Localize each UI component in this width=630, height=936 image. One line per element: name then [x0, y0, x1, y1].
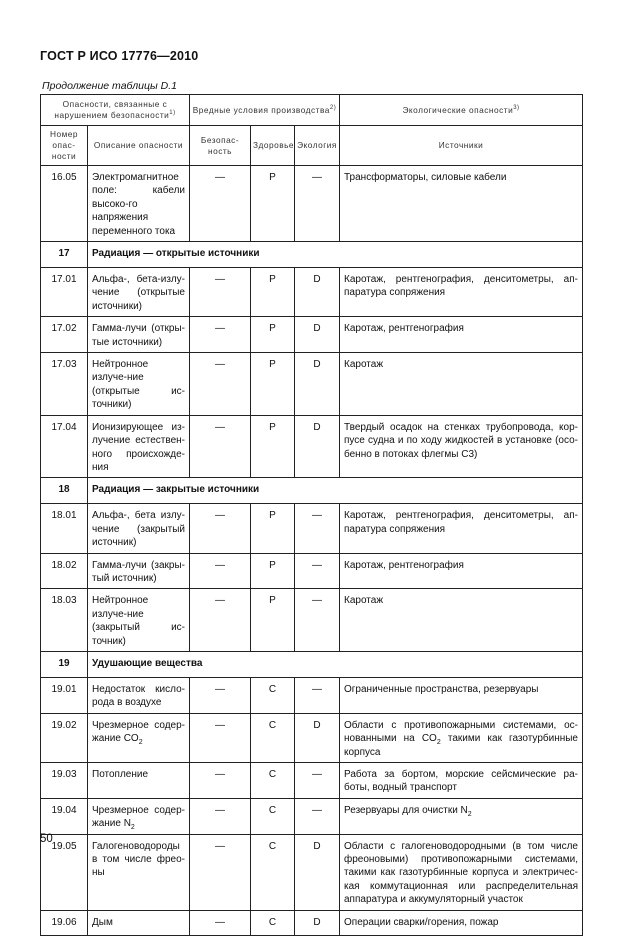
health-value: Р — [251, 353, 295, 416]
table-row — [41, 553, 583, 589]
table-row — [41, 166, 583, 242]
safety-value: — — [190, 166, 251, 242]
hazard-number: 19.02 — [41, 713, 88, 762]
hazard-number: 17.01 — [41, 268, 88, 317]
health-value: Р — [251, 268, 295, 317]
safety-value: — — [190, 553, 251, 589]
safety-value: — — [190, 834, 251, 910]
ecology-value: — — [295, 677, 340, 713]
hazard-description: Ионизирующее из-лучение естествен-ного происхожде-ния — [88, 415, 190, 478]
standard-title: ГОСТ Р ИСО 17776—2010 — [40, 49, 199, 63]
table-row — [41, 910, 583, 935]
table-row — [41, 317, 583, 353]
health-value: Р — [251, 415, 295, 478]
hazard-description: Недостаток кисло-рода в воздухе — [88, 677, 190, 713]
hazard-sources: Каротаж, рентгенография — [340, 317, 583, 353]
health-value: С — [251, 677, 295, 713]
hazard-number: 18.01 — [41, 504, 88, 553]
header-group-safety: Опасности, связанные с нарушением безопасности$^{1)}$ — [41, 95, 190, 126]
ecology-value: D — [295, 268, 340, 317]
safety-value: — — [190, 798, 251, 834]
section-title: Радиация — закрытые источники — [88, 478, 583, 504]
table-row — [41, 589, 583, 652]
hazard-description: Гамма-лучи (закры-тый источник) — [88, 553, 190, 589]
header-group-eco: Экологические опасности$^{3)}$ — [340, 95, 583, 126]
ecology-value: — — [295, 166, 340, 242]
hazard-sources: Каротаж — [340, 353, 583, 416]
ecology-value: — — [295, 763, 340, 799]
section-title: Удушающие вещества — [88, 651, 583, 677]
hazard-sources: Резервуары для очистки $N_2$ — [340, 798, 583, 834]
hazard-description: Галогеноводороды в том числе фрео-ны — [88, 834, 190, 910]
hazard-description: Чрезмерное содер-жание $CO_2$ — [88, 713, 190, 762]
hazard-description: Гамма-лучи (откры-тые источники) — [88, 317, 190, 353]
safety-value: — — [190, 268, 251, 317]
health-value: Р — [251, 166, 295, 242]
hazard-number: 19.04 — [41, 798, 88, 834]
hazard-description: Электромагнитное поле: кабели высоко-го напряжения переменного тока — [88, 166, 190, 242]
header-col-health: Здоровье — [251, 126, 295, 166]
safety-value: — — [190, 713, 251, 762]
hazard-description: Дым — [88, 910, 190, 935]
hazard-sources: Операции сварки/горения, пожар — [340, 910, 583, 935]
health-value: С — [251, 763, 295, 799]
hazard-number: 19.01 — [41, 677, 88, 713]
table-row — [41, 353, 583, 416]
page-number: 50 — [40, 833, 53, 845]
health-value: С — [251, 713, 295, 762]
header-row-groups — [41, 95, 583, 126]
ecology-value: D — [295, 415, 340, 478]
hazard-number: 18.03 — [41, 589, 88, 652]
header-col-description: Описание опасности — [88, 126, 190, 166]
hazard-number: 19.03 — [41, 763, 88, 799]
ecology-value: D — [295, 834, 340, 910]
hazard-number: 16.05 — [41, 166, 88, 242]
hazard-description: Альфа-, бета излу-чение (закрытый источник) — [88, 504, 190, 553]
header-col-number: Номер опас-ности — [41, 126, 88, 166]
table-row — [41, 798, 583, 834]
safety-value: — — [190, 589, 251, 652]
safety-value: — — [190, 415, 251, 478]
table-row — [41, 504, 583, 553]
hazard-sources: Трансформаторы, силовые кабели — [340, 166, 583, 242]
hazard-number: 17.03 — [41, 353, 88, 416]
hazard-sources: Области с противопожарными системами, ос-нованными на $CO_2$ такими как газотурбинные корпуса — [340, 713, 583, 762]
hazard-number: 17.04 — [41, 415, 88, 478]
header-row-columns — [41, 126, 583, 166]
health-value: Р — [251, 504, 295, 553]
hazard-sources: Каротаж, рентгенография, денситометры, ап-паратура сопряжения — [340, 504, 583, 553]
ecology-value: D — [295, 317, 340, 353]
ecology-value: — — [295, 504, 340, 553]
health-value: Р — [251, 589, 295, 652]
table-caption: Продолжение таблицы D.1 — [42, 80, 177, 92]
hazard-number: 17.02 — [41, 317, 88, 353]
safety-value: — — [190, 677, 251, 713]
header-group-conditions: Вредные условия производства$^{2)}$ — [190, 95, 340, 126]
section-number: 19 — [41, 651, 88, 677]
section-number: 17 — [41, 242, 88, 268]
hazard-description: Альфа-, бета-излу-чение (открытые источники) — [88, 268, 190, 317]
ecology-value: D — [295, 353, 340, 416]
hazard-sources: Работа за бортом, морские сейсмические ра-боты, водный транспорт — [340, 763, 583, 799]
safety-value: — — [190, 353, 251, 416]
safety-value: — — [190, 910, 251, 935]
hazard-description: Чрезмерное содер-жание $N_2$ — [88, 798, 190, 834]
table-body — [41, 166, 583, 936]
hazard-description: Нейтронное излуче-ние (закрытый ис-точник) — [88, 589, 190, 652]
health-value: Р — [251, 553, 295, 589]
header-col-safety: Безопас-ность — [190, 126, 251, 166]
hazard-sources: Каротаж, рентгенография, денситометры, ап-паратура сопряжения — [340, 268, 583, 317]
hazard-description: Нейтронное излуче-ние (открытые ис-точники) — [88, 353, 190, 416]
health-value: С — [251, 798, 295, 834]
health-value: С — [251, 834, 295, 910]
section-row — [41, 651, 583, 677]
table-row — [41, 763, 583, 799]
hazard-sources: Каротаж — [340, 589, 583, 652]
hazard-sources: Ограниченные пространства, резервуары — [340, 677, 583, 713]
hazard-number: 19.05 — [41, 834, 88, 910]
safety-value: — — [190, 763, 251, 799]
safety-value: — — [190, 317, 251, 353]
table-row — [41, 415, 583, 478]
hazard-table — [40, 94, 583, 936]
table-row — [41, 677, 583, 713]
hazard-sources: Каротаж, рентгенография — [340, 553, 583, 589]
ecology-value: — — [295, 589, 340, 652]
health-value: С — [251, 910, 295, 935]
section-row — [41, 242, 583, 268]
ecology-value: D — [295, 713, 340, 762]
section-row — [41, 478, 583, 504]
ecology-value: D — [295, 910, 340, 935]
table-row — [41, 713, 583, 762]
section-title: Радиация — открытые источники — [88, 242, 583, 268]
ecology-value: — — [295, 798, 340, 834]
table-row — [41, 834, 583, 910]
hazard-number: 19.06 — [41, 910, 88, 935]
table-row — [41, 268, 583, 317]
ecology-value: — — [295, 553, 340, 589]
health-value: Р — [251, 317, 295, 353]
header-col-sources: Источники — [340, 126, 583, 166]
hazard-number: 18.02 — [41, 553, 88, 589]
header-col-ecology: Экология — [295, 126, 340, 166]
hazard-description: Потопление — [88, 763, 190, 799]
hazard-sources: Твердый осадок на стенках трубопровода, кор-пусе судна и по ходу жидкостей в установке (осо-бенно в потоках флегмы С3) — [340, 415, 583, 478]
section-number: 18 — [41, 478, 88, 504]
safety-value: — — [190, 504, 251, 553]
hazard-sources: Области с галогеноводородными (в том числе фреоновыми) противопожарными системами, такими как газотурбинные корпуса и электричес-кая коммутационная или распределительная аппаратура и аккумуляторный участок — [340, 834, 583, 910]
